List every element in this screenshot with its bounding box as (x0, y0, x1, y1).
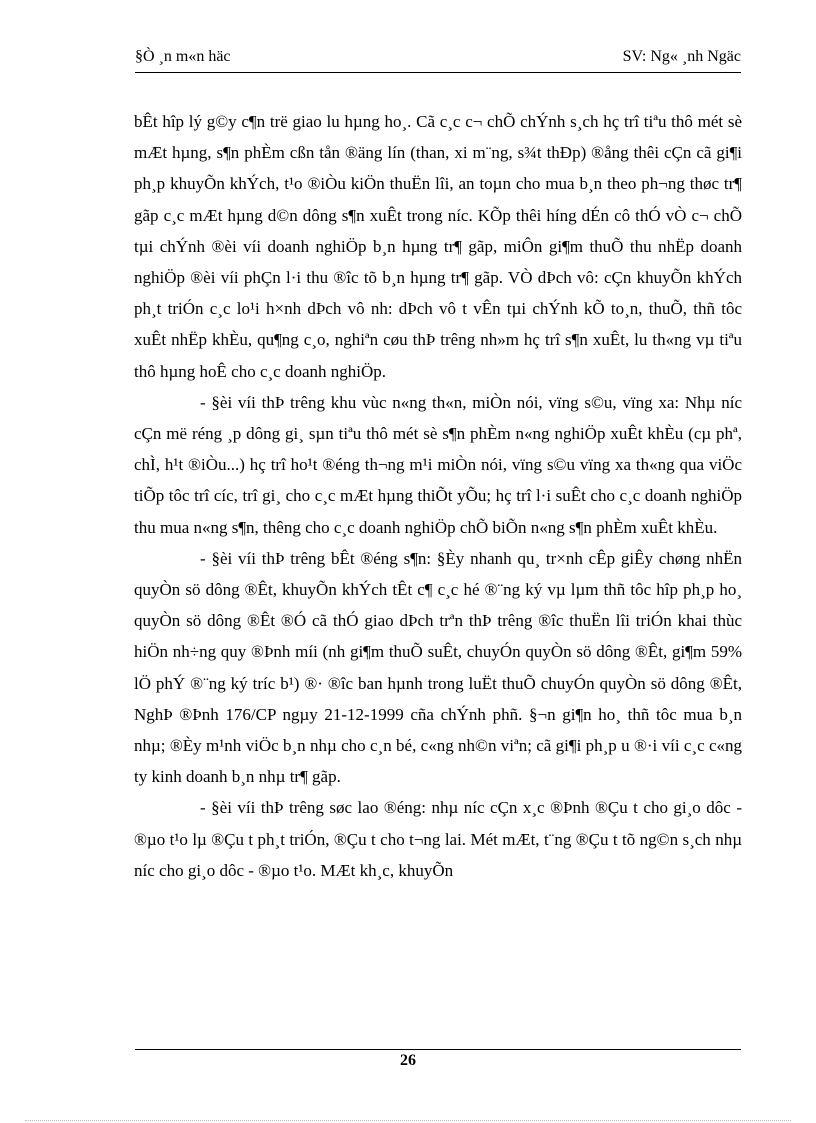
page-number: 26 (400, 1052, 416, 1069)
document-body (134, 106, 742, 886)
paragraph: - §èi víi thÞ trêng søc lao ®éng: nhµ níc cÇn x¸c ®Þnh ®Çu t cho gi¸o dôc - ®µo t¹o lµ ®Çu t ph¸t triÓn, ®Çu t cho t¬ng lai. Mét mÆt, t¨ng ®Çu t tõ ng©n s¸ch nhµ níc cho gi¸o dôc - ®µo t¹o. MÆt kh¸c, khuyÕn (134, 798, 742, 880)
paragraph: - §èi víi thÞ trêng bÊt ®éng s¶n: §Èy nhanh qu¸ tr×nh cÊp giÊy chøng nhËn quyÒn sö dông ®Êt, khuyÕn khÝch tÊt c¶ c¸c hé ®¨ng ký vµ lµm thñ tôc hîp ph¸p ho¸ quyÒn sö dông ®Êt ®Ó cã thÓ giao dÞch trªn thÞ trêng ®îc thuËn lîi triÓn khai thùc hiÖn nh÷ng quy ®Þnh míi (nh gi¶m thuÕ suÊt, chuyÓn quyÒn sö dông ®Êt, gi¶m 59% lÖ phÝ ®¨ng ký tríc b¹) ®· ®îc ban hµnh trong luËt thuÕ chuyÓn quyÒn sö dông ®Êt, NghÞ ®Þnh 176/CP ngµy 21-12-1999 cña chÝnh phñ. §¬n gi¶n ho¸ thñ tôc mua b¸n nhµ; ®Èy m¹nh viÖc b¸n nhµ cho c¸n bé, c«ng nh©n viªn; cã gi¶i ph¸p u ®·i víi c¸c c«ng ty kinh doanh b¸n nhµ tr¶ gãp. (134, 548, 742, 787)
header-student: SV: Ng« ¸nh Ngäc (622, 48, 741, 65)
header-divider (135, 72, 741, 73)
header-subject: §Ò ¸n m«n häc (135, 48, 231, 65)
page-bottom-border (25, 1120, 791, 1121)
paragraph: - §èi víi thÞ trêng khu vùc n«ng th«n, miÒn nói, vïng s©u, vïng xa: Nhµ níc cÇn më réng ¸p dông gi¸ sµn tiªu thô mét sè s¶n phÈm n«ng nghiÖp xuÊt khÈu (cµ phª, chÌ, h¹t ®iÒu...) hç trî ho¹t ®éng th¬ng m¹i miÒn nói, vïng s©u vïng xa th«ng qua viÖc tiÕp tôc trî cíc, trî gi¸ cho c¸c mÆt hµng thiÕt yÕu; hç trî l·i suÊt cho c¸c doanh nghiÖp thu mua n«ng s¶n, thêng cho c¸c doanh nghiÖp chÕ biÕn n«ng s¶n phÈm xuÊt khÈu. (134, 392, 742, 537)
footer-divider (135, 1049, 741, 1050)
paragraph: bÊt hîp lý g©y c¶n trë giao lu hµng ho¸. Cã c¸c c¬ chÕ chÝnh s¸ch hç trî tiªu thô mét sè mÆt hµng, s¶n phÈm cßn tån ®äng lín (than, xi m¨ng, s¾t thÐp) ®ång thêi cÇn cã gi¶i ph¸p khuyÕn khÝch, t¹o ®iÒu kiÖn thuËn lîi, an toµn cho mua b¸n theo ph¬ng thøc tr¶ gãp c¸c mÆt hµng d©n dông s¶n xuÊt trong níc. KÕp thêi híng dÉn cô thÓ vÒ c¬ chÕ tµi chÝnh ®èi víi doanh nghiÖp b¸n hµng tr¶ gãp, miÔn gi¶m thuÕ thu nhËp doanh nghiÖp ®èi víi phÇn l·i thu ®îc tõ b¸n hµng tr¶ gãp. VÒ dÞch vô: cÇn khuyÕn khÝch ph¸t triÓn c¸c lo¹i h×nh dÞch vô nh: dÞch vô t vÊn tµi chÝnh kÕ to¸n, thuÕ, thñ tôc xuÊt nhËp khÈu, qu¶ng c¸o, nghiªn cøu thÞ trêng nh»m hç trî s¶n xuÊt, lu th«ng vµ tiªu thô hµng hoÊ cho c¸c doanh nghiÖp. (134, 112, 742, 381)
page-header (135, 48, 741, 74)
